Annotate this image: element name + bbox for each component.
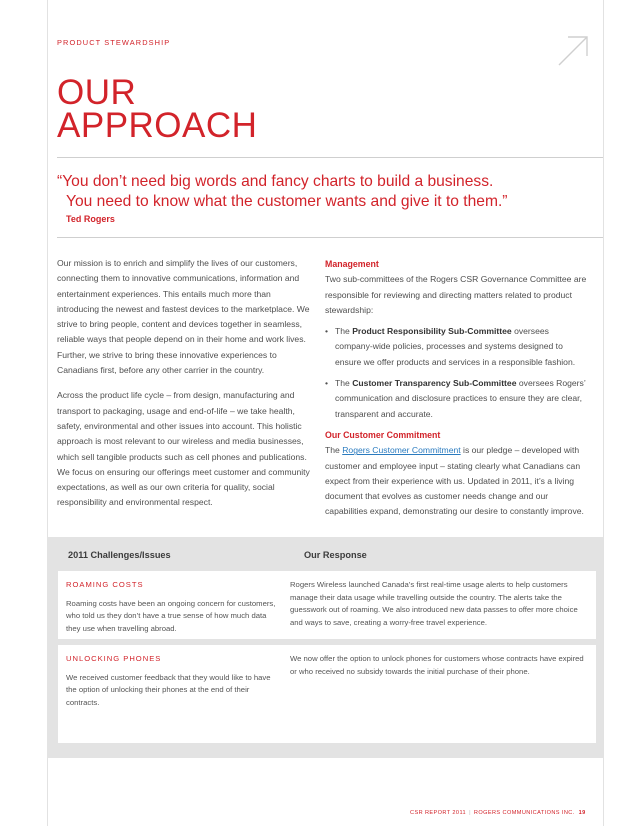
arrow-up-right-icon <box>556 34 590 68</box>
bullet-product-responsibility <box>325 324 587 370</box>
commitment-body: is our pledge – developed with customer and employee input – stating clearly what Canadians can expect from their experience with us. Updated in 2011, it’s a living document that evolves as customer needs change and our capabilities expand, demonstrating our desire to constantly improve. <box>325 445 584 517</box>
table-header-response: Our Response <box>304 550 367 560</box>
table-row-unlocking <box>58 645 596 743</box>
row-response-text: Rogers Wireless launched Canada’s first real-time usage alerts to help customers manage their data usage while travelling outside the country. The alerts take the guesswork out of roaming. We also introduced new data passes to offer more choice and ways to save, creating a worry-free travel experience. <box>290 580 578 627</box>
bullet-prefix: The <box>335 326 350 337</box>
table-header-challenges: 2011 Challenges/Issues <box>68 550 171 560</box>
page-title-line-1: OUR <box>57 73 137 112</box>
bullet-prefix: The <box>335 378 350 389</box>
row-issue-cell <box>66 653 276 709</box>
page-title <box>57 73 258 145</box>
page-number: 19 <box>578 810 586 816</box>
commitment-heading: Our Customer Commitment <box>325 429 441 440</box>
table-row-roaming <box>58 571 596 639</box>
bullet-dot: • <box>325 378 329 389</box>
bullet-2-bold: Customer Transparency Sub-Committee <box>352 378 517 389</box>
right-margin-line <box>603 0 604 826</box>
row-issue-cell <box>66 579 276 635</box>
section-label: PRODUCT STEWARDSHIP <box>57 38 171 47</box>
right-column <box>325 257 587 520</box>
page-footer <box>410 810 610 816</box>
bullet-1-bold: Product Responsibility Sub-Committee <box>352 326 512 337</box>
quote-divider <box>57 237 603 238</box>
footer-report: CSR REPORT 2011 <box>410 810 467 816</box>
row-title: UNLOCKING PHONES <box>66 654 162 663</box>
mission-paragraph: Our mission is to enrich and simplify the lives of our customers, connecting them to innovative communications, information and entertainment experiences. This entails much more than introducing the newest and fastest devices to the marketplace. We strive to bring people, content and devices together in seamless, reliable ways that people depend on in their home and work lives. Further, we strive to bring these innovative experiences to Canadians first, before any other carrier in the country. <box>57 258 310 376</box>
commitment-text <box>325 443 587 519</box>
row-response-text: We now offer the option to unlock phones for customers whose contracts have expired or who received no subsidy towards the initial purchase of their phone. <box>290 654 584 676</box>
bullet-customer-transparency <box>325 376 587 422</box>
management-text: Two sub-committees of the Rogers CSR Governance Committee are responsible for reviewing and directing matters related to product stewardship: <box>325 274 587 315</box>
customer-commitment-link[interactable]: Rogers Customer Commitment <box>342 445 461 456</box>
lifecycle-paragraph: Across the product life cycle – from design, manufacturing and transport to packaging, usage and end-of-life – we take health, safety, environmental and other issues into account. This holistic approach is most relevant to our wireless and media businesses, which sell tangible products such as cell phones and publications. We focus on ensuring our offerings meet customer and community expectations, as well as our own criteria for quality, social responsibility and environmental respect. <box>57 390 310 508</box>
pull-quote <box>57 172 597 212</box>
bullet-2-text: oversees Rogers’ communication and disclosure practices to ensure they are clear, transparent and accurate. <box>335 378 586 419</box>
title-divider <box>57 157 603 158</box>
quote-line-1: “You don’t need big words and fancy charts to build a business. <box>57 173 494 190</box>
row-title: ROAMING COSTS <box>66 580 144 589</box>
page-title-line-2: APPROACH <box>57 106 258 145</box>
left-column <box>57 256 311 511</box>
row-issue-text: Roaming costs have been an ongoing concern for customers, who told us they don’t have a true sense of how much data they use when travelling abroad. <box>66 598 276 633</box>
row-issue-text: We received customer feedback that they would like to have the option of unlocking their phones at the end of their contracts. <box>66 672 271 707</box>
footer-separator: | <box>469 810 471 816</box>
bullet-dot: • <box>325 326 329 337</box>
commitment-prefix: The <box>325 445 340 456</box>
footer-company: ROGERS COMMUNICATIONS INC. <box>473 810 575 816</box>
bullet-1-text: oversees company-wide policies, processes and systems designed to ensure we offer products and services in a responsible fashion. <box>335 326 576 367</box>
management-heading: Management <box>325 259 379 269</box>
quote-author: Ted Rogers <box>66 214 115 224</box>
quote-line-2: You need to know what the customer wants and give it to them.” <box>66 193 508 210</box>
